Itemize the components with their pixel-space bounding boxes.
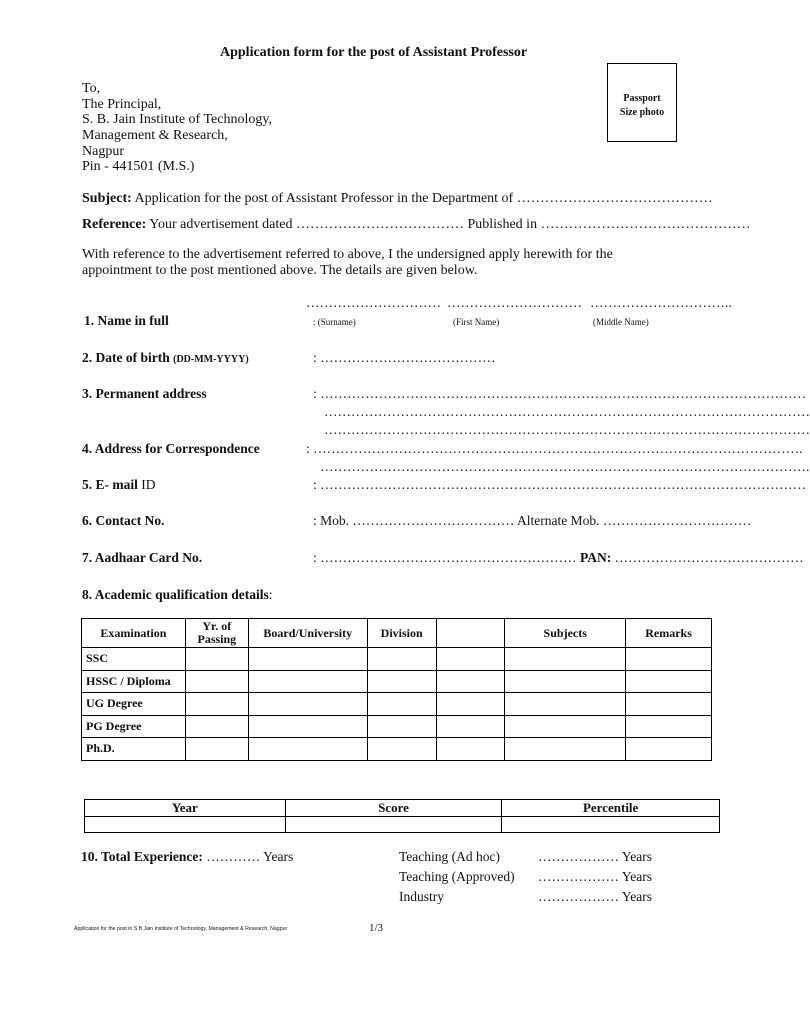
academic-colon: : [268,587,273,602]
email-label [82,477,156,493]
academic-header-row [82,619,712,648]
row-label-hssc: HSSC / Diploma [82,670,186,693]
correspondence-blank-2[interactable]: ………………………………………………………………………………………………. [320,459,810,474]
academic-label: 8. Academic qualification details [82,587,269,602]
dob-label-text: 2. Date of birth [82,350,174,365]
teaching-adhoc-blank[interactable]: ……………… Years [538,849,653,864]
table-cell[interactable] [367,648,436,671]
reference-label: Reference: [82,217,147,232]
industry-blank[interactable]: ……………… Years [538,889,653,904]
photo-box-line2: Size photo [619,107,665,118]
header-board-university: Board/University [248,619,367,648]
total-experience-line [81,849,293,865]
correspondence-label: 4. Address for Correspondence [82,441,260,456]
teaching-approved-label: Teaching (Approved) [399,869,515,884]
reference-text: Your advertisement dated ……………………………… Published in ……………………………………… [146,217,751,232]
surname-caption: : (Surname) [313,317,356,327]
address-line1: The Principal, [82,97,162,112]
table-cell[interactable] [436,670,505,693]
header-examination: Examination [82,619,186,648]
page-number: 1/3 [369,922,384,934]
email-label-rest: ID [137,477,156,492]
table-row [82,670,712,693]
table-cell[interactable] [436,648,505,671]
pan-label: PAN: [580,550,612,565]
header-remarks: Remarks [626,619,712,648]
first-name-caption: (First Name) [453,317,500,327]
table-cell[interactable] [248,738,367,761]
header-score: Score [285,800,502,817]
academic-heading [82,587,273,603]
reference-line [82,217,751,233]
table-cell[interactable] [185,738,248,761]
address-line2: S. B. Jain Institute of Technology, [82,112,272,127]
table-cell[interactable] [248,670,367,693]
address-to: To, [82,81,101,96]
middle-name-caption: (Middle Name) [593,317,649,327]
header-percentile: Percentile [502,800,720,817]
table-cell[interactable] [436,738,505,761]
passport-photo-box [607,63,677,142]
table-cell[interactable] [248,648,367,671]
permanent-address-blank-3[interactable]: ……………………………………………………………………………………………… [324,422,810,437]
address-line3: Management & Research, [82,128,228,143]
header-division: Division [367,619,436,648]
name-first-blank[interactable]: ………………………… [447,295,582,310]
table-cell[interactable] [505,670,626,693]
correspondence-blank-1[interactable]: : ………………………………………………………………………………………………. [306,441,803,456]
subject-text: Application for the post of Assistant Professor in the Department of …………………………………… [131,191,713,206]
table-cell[interactable] [85,817,286,833]
header-year-of-passing: Yr. of Passing [185,619,248,648]
teaching-approved-blank[interactable]: ……………… Years [538,869,653,884]
table-cell[interactable] [367,715,436,738]
contact-blank[interactable]: : Mob. ……………………………… Alternate Mob. …………………………… [313,513,752,528]
total-experience-blank[interactable]: ………… Years [202,849,294,864]
permanent-address-label: 3. Permanent address [82,386,207,401]
footer-text: Application for the post in S B Jain Institute of Technology, Management & Research, Nagpur [74,926,288,932]
form-title: Application form for the post of Assistant Professor [220,45,528,60]
table-cell[interactable] [248,693,367,716]
aadhaar-pan-line [313,550,804,566]
table-cell[interactable] [185,670,248,693]
name-surname-blank[interactable]: ………………………… [306,295,441,310]
academic-table [81,618,712,761]
table-cell[interactable] [285,817,502,833]
table-cell[interactable] [185,648,248,671]
name-label: 1. Name in full [84,313,169,328]
table-cell[interactable] [248,715,367,738]
table-cell[interactable] [626,648,712,671]
table-cell[interactable] [502,817,720,833]
aadhaar-label: 7. Aadhaar Card No. [82,550,203,565]
row-label-phd: Ph.D. [82,738,186,761]
intro-line1: With reference to the advertisement referred to above, I the undersigned apply herewith for the [82,247,613,262]
pan-blank[interactable]: …………………………………… [611,550,804,565]
table-cell[interactable] [185,693,248,716]
header-subjects: Subjects [505,619,626,648]
name-middle-blank[interactable]: ………………………….. [590,295,732,310]
table-cell[interactable] [505,693,626,716]
header-blank [436,619,505,648]
header-year: Year [85,800,286,817]
row-label-pg: PG Degree [82,715,186,738]
table-cell[interactable] [367,738,436,761]
table-row [85,817,720,833]
teaching-adhoc-label: Teaching (Ad hoc) [399,849,501,864]
total-experience-label: 10. Total Experience: [81,849,203,864]
table-row [82,648,712,671]
intro-line2: appointment to the post mentioned above. The details are given below. [82,263,478,278]
email-label-bold: 5. E- mail [82,477,138,492]
table-cell[interactable] [626,670,712,693]
table-cell[interactable] [185,715,248,738]
address-line5: Pin - 441501 (M.S.) [82,159,195,174]
subject-line [82,191,713,207]
industry-label: Industry [399,889,444,904]
table-cell[interactable] [626,715,712,738]
dob-label [82,350,249,366]
photo-box-line1: Passport [623,93,661,104]
dob-format: (DD-MM-YYYY) [173,354,249,365]
table-row [82,738,712,761]
table-cell[interactable] [505,738,626,761]
permanent-address-blank-2[interactable]: ……………………………………………………………………………………………… [324,404,810,419]
table-cell[interactable] [505,715,626,738]
table-cell[interactable] [436,715,505,738]
email-blank[interactable]: : ……………………………………………………………………………………………… [313,477,807,492]
permanent-address-blank-1[interactable]: : ……………………………………………………………………………………………… [313,386,807,401]
score-header-row [85,800,720,817]
table-cell[interactable] [626,693,712,716]
table-cell[interactable] [367,670,436,693]
contact-label: 6. Contact No. [82,513,165,528]
aadhaar-blank[interactable]: : ………………………………………………… [313,550,581,565]
subject-label: Subject: [82,191,132,206]
row-label-ssc: SSC [82,648,186,671]
address-line4: Nagpur [82,144,124,159]
table-cell[interactable] [367,693,436,716]
row-label-ug: UG Degree [82,693,186,716]
score-table [84,799,720,833]
table-cell[interactable] [626,738,712,761]
table-cell[interactable] [505,648,626,671]
table-cell[interactable] [436,693,505,716]
table-row [82,715,712,738]
dob-blank[interactable]: : ………………………………… [313,350,496,365]
table-row [82,693,712,716]
